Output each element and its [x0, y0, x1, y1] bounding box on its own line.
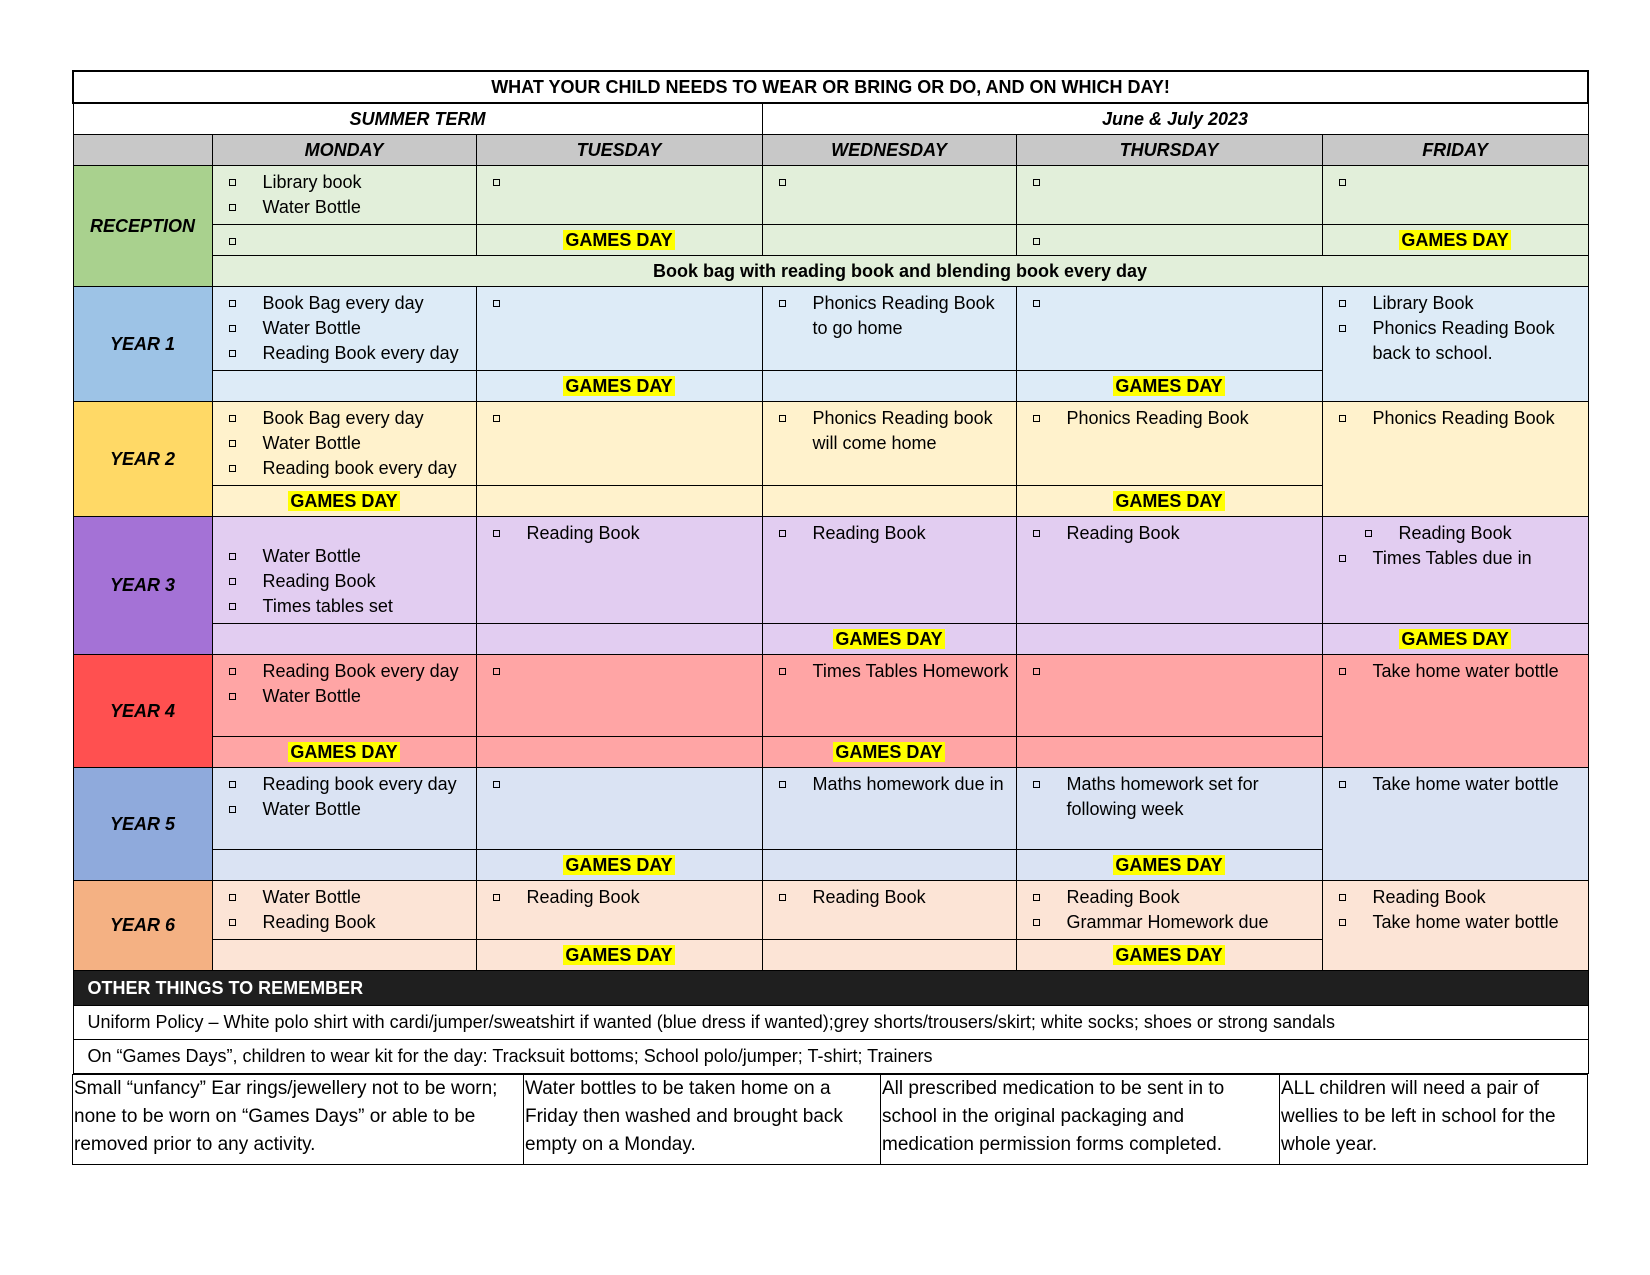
reception-thursday-extra [1016, 225, 1322, 256]
reception-wednesday-extra [762, 225, 1016, 256]
list-item: Times Tables due in [1339, 546, 1584, 571]
reception-tuesday [476, 166, 762, 225]
games-day-badge: GAMES DAY [1401, 229, 1509, 250]
reception-friday-games [1322, 225, 1588, 256]
reading-note-text: Book bag with reading book and blending book every day [653, 260, 1148, 281]
list-item: Maths homework due in [779, 772, 1012, 797]
reception-reading-note [212, 256, 1588, 287]
reception-monday [212, 166, 476, 225]
row-label-year-4: YEAR 4 [73, 655, 212, 768]
list-item: Reading Book [493, 521, 758, 546]
reception-thursday [1016, 166, 1322, 225]
list-item: Reading Book [1033, 885, 1318, 910]
year3-friday [1322, 517, 1588, 624]
year1-monday [212, 287, 476, 371]
year4-thursday-extra [1016, 737, 1322, 768]
list-item: Phonics Reading Book back to school. [1339, 316, 1584, 366]
list-item: Reading Book [493, 885, 758, 910]
year6-monday-extra [212, 940, 476, 971]
row-label-year-2: YEAR 2 [73, 402, 212, 517]
games-day-badge: GAMES DAY [1115, 490, 1223, 511]
empty-bullet [477, 655, 762, 663]
year1-monday-extra [212, 371, 476, 402]
year6-wednesday [762, 881, 1016, 940]
year2-thursday [1016, 402, 1322, 486]
page-title: WHAT YOUR CHILD NEEDS TO WEAR OR BRING OR DO, AND ON WHICH DAY! [73, 71, 1588, 103]
year5-wednesday-extra [762, 850, 1016, 881]
row-label-year-3: YEAR 3 [73, 517, 212, 655]
list-item: Water Bottle [229, 797, 472, 822]
empty-bullet [1017, 166, 1322, 174]
list-item: Water Bottle [229, 431, 472, 456]
year1-wednesday-list [763, 287, 1016, 345]
row-label-reception: RECEPTION [73, 166, 212, 287]
year2-wednesday-list [763, 402, 1016, 460]
list-item: Take home water bottle [1339, 772, 1584, 797]
year2-tuesday [476, 402, 762, 486]
list-item: Phonics Reading Book to go home [779, 291, 1012, 341]
year6-thursday-list [1017, 881, 1322, 939]
year4-wednesday-games [762, 737, 1016, 768]
games-day-badge: GAMES DAY [1401, 628, 1509, 649]
list-item: Water Bottle [229, 684, 472, 709]
list-item: Reading Book [1033, 521, 1318, 546]
year4-tuesday [476, 655, 762, 737]
games-day-badge: GAMES DAY [1115, 375, 1223, 396]
year2-tuesday-extra [476, 486, 762, 517]
games-day-badge: GAMES DAY [1115, 854, 1223, 875]
year5-monday-extra [212, 850, 476, 881]
year2-wednesday-extra [762, 486, 1016, 517]
list-item: Book Bag every day [229, 406, 472, 431]
list-item: Reading Book [1339, 885, 1584, 910]
reception-wednesday [762, 166, 1016, 225]
day-header-thursday: THURSDAY [1016, 135, 1322, 166]
list-item: Phonics Reading Book [1033, 406, 1318, 431]
year5-monday-list [213, 768, 476, 826]
year5-friday [1322, 768, 1588, 881]
reception-tuesday-games [476, 225, 762, 256]
empty-bullet [213, 225, 476, 233]
year5-thursday [1016, 768, 1322, 850]
year2-thursday-list [1017, 402, 1322, 435]
year1-wednesday-extra [762, 371, 1016, 402]
year3-thursday-list [1017, 517, 1322, 550]
year3-monday [212, 517, 476, 624]
year5-monday [212, 768, 476, 850]
year3-tuesday [476, 517, 762, 624]
year3-wednesday-games [762, 624, 1016, 655]
year1-friday [1322, 287, 1588, 402]
games-day-badge: GAMES DAY [835, 628, 943, 649]
games-day-badge: GAMES DAY [565, 944, 673, 965]
year3-friday-games [1322, 624, 1588, 655]
list-item: Take home water bottle [1339, 659, 1584, 684]
day-header-tuesday: TUESDAY [476, 135, 762, 166]
list-item: Water Bottle [229, 195, 472, 220]
year4-monday-list [213, 655, 476, 713]
year6-wednesday-list [763, 881, 1016, 914]
year4-friday-list [1323, 655, 1588, 688]
year3-wednesday-list [763, 517, 1016, 550]
games-day-badge: GAMES DAY [290, 490, 398, 511]
medication-note: All prescribed medication to be sent in to school in the original packaging and medication permission forms completed. [881, 1075, 1280, 1165]
year3-tuesday-list [477, 517, 762, 550]
empty-bullet [763, 166, 1016, 174]
empty-bullet [477, 402, 762, 410]
year1-friday-list [1323, 287, 1588, 370]
row-label-year-6: YEAR 6 [73, 881, 212, 971]
year1-monday-list [213, 287, 476, 370]
year1-thursday-games [1016, 371, 1322, 402]
year5-tuesday-games [476, 850, 762, 881]
year2-thursday-games [1016, 486, 1322, 517]
day-header-monday: MONDAY [212, 135, 476, 166]
list-item: Reading Book [779, 885, 1012, 910]
reminders-table [72, 1074, 1588, 1165]
year4-wednesday [762, 655, 1016, 737]
other-things-heading: OTHER THINGS TO REMEMBER [73, 971, 1588, 1006]
games-day-badge: GAMES DAY [565, 854, 673, 875]
year1-wednesday [762, 287, 1016, 371]
list-item: Reading Book [229, 569, 472, 594]
wellies-note: ALL children will need a pair of wellies to be left in school for the whole year. [1280, 1075, 1588, 1165]
year1-tuesday [476, 287, 762, 371]
uniform-policy-note: Uniform Policy – White polo shirt with cardi/jumper/sweatshirt if wanted (blue dress if wanted);grey shorts/trousers/skirt; white socks; shoes or strong sandals [73, 1006, 1588, 1040]
year3-monday-extra [212, 624, 476, 655]
year4-wednesday-list [763, 655, 1016, 688]
list-item: Take home water bottle [1339, 910, 1584, 935]
year6-thursday-games [1016, 940, 1322, 971]
year5-tuesday [476, 768, 762, 850]
empty-bullet [1017, 225, 1322, 233]
empty-bullet [1017, 287, 1322, 295]
year2-monday-list [213, 402, 476, 485]
reception-monday-list [213, 166, 476, 224]
games-day-badge: GAMES DAY [565, 375, 673, 396]
year6-friday-list [1323, 881, 1588, 939]
games-day-badge: GAMES DAY [835, 741, 943, 762]
list-item: Times tables set [229, 594, 472, 619]
year3-friday-list [1323, 517, 1588, 575]
list-item: Maths homework set for following week [1033, 772, 1318, 822]
list-item: Reading Book every day [229, 659, 472, 684]
year3-thursday-extra [1016, 624, 1322, 655]
list-item: Reading book every day [229, 456, 472, 481]
year6-wednesday-extra [762, 940, 1016, 971]
list-item: Book Bag every day [229, 291, 472, 316]
row-label-year-5: YEAR 5 [73, 768, 212, 881]
list-item: Grammar Homework due [1033, 910, 1318, 935]
year6-tuesday-games [476, 940, 762, 971]
year5-wednesday-list [763, 768, 1016, 801]
year3-monday-list [213, 540, 476, 623]
weekly-schedule-table [72, 70, 1589, 1074]
year1-tuesday-games [476, 371, 762, 402]
year3-wednesday [762, 517, 1016, 624]
year6-monday-list [213, 881, 476, 939]
empty-bullet [477, 287, 762, 295]
year5-thursday-games [1016, 850, 1322, 881]
year2-friday [1322, 402, 1588, 517]
year6-thursday [1016, 881, 1322, 940]
reception-friday [1322, 166, 1588, 225]
year2-monday [212, 402, 476, 486]
games-day-badge: GAMES DAY [1115, 944, 1223, 965]
year4-thursday [1016, 655, 1322, 737]
year2-wednesday [762, 402, 1016, 486]
year3-tuesday-extra [476, 624, 762, 655]
year4-monday-games [212, 737, 476, 768]
games-day-badge: GAMES DAY [565, 229, 673, 250]
list-item: Phonics Reading Book [1339, 406, 1584, 431]
list-item: Reading Book [229, 910, 472, 935]
year5-friday-list [1323, 768, 1588, 801]
list-item: Times Tables Homework [779, 659, 1012, 684]
year4-friday [1322, 655, 1588, 768]
list-item: Water Bottle [229, 316, 472, 341]
list-item: Reading Book [1365, 521, 1584, 546]
empty-bullet [477, 768, 762, 776]
year2-monday-games [212, 486, 476, 517]
day-header-friday: FRIDAY [1322, 135, 1588, 166]
year6-tuesday [476, 881, 762, 940]
year6-friday [1322, 881, 1588, 971]
year6-tuesday-list [477, 881, 762, 914]
reception-monday-extra [212, 225, 476, 256]
list-item: Library book [229, 170, 472, 195]
list-item: Reading book every day [229, 772, 472, 797]
list-item: Water Bottle [229, 544, 472, 569]
year5-wednesday [762, 768, 1016, 850]
water-bottles-note: Water bottles to be taken home on a Friday then washed and brought back empty on a Monday. [524, 1075, 881, 1165]
year2-friday-list [1323, 402, 1588, 435]
list-item: Reading Book every day [229, 341, 472, 366]
day-header-wednesday: WEDNESDAY [762, 135, 1016, 166]
games-days-kit-note: On “Games Days”, children to wear kit for the day: Tracksuit bottoms; School polo/jumper; T-shirt; Trainers [73, 1040, 1588, 1074]
empty-bullet [477, 166, 762, 174]
list-item: Library Book [1339, 291, 1584, 316]
year4-tuesday-extra [476, 737, 762, 768]
term-dates: June & July 2023 [762, 103, 1588, 135]
year5-thursday-list [1017, 768, 1322, 826]
games-day-badge: GAMES DAY [290, 741, 398, 762]
jewellery-note: Small “unfancy” Ear rings/jewellery not to be worn; none to be worn on “Games Days” or able to be removed prior to any activity. [73, 1075, 524, 1165]
list-item: Phonics Reading book will come home [779, 406, 1012, 456]
row-label-year-1: YEAR 1 [73, 287, 212, 402]
term-label: SUMMER TERM [73, 103, 762, 135]
list-item: Reading Book [779, 521, 1012, 546]
list-item: Water Bottle [229, 885, 472, 910]
schedule-sheet [72, 70, 1587, 1165]
empty-bullet [1323, 166, 1588, 174]
year1-thursday [1016, 287, 1322, 371]
year6-monday [212, 881, 476, 940]
empty-bullet [1017, 655, 1322, 663]
year3-thursday [1016, 517, 1322, 624]
corner-cell [73, 135, 212, 166]
year4-monday [212, 655, 476, 737]
